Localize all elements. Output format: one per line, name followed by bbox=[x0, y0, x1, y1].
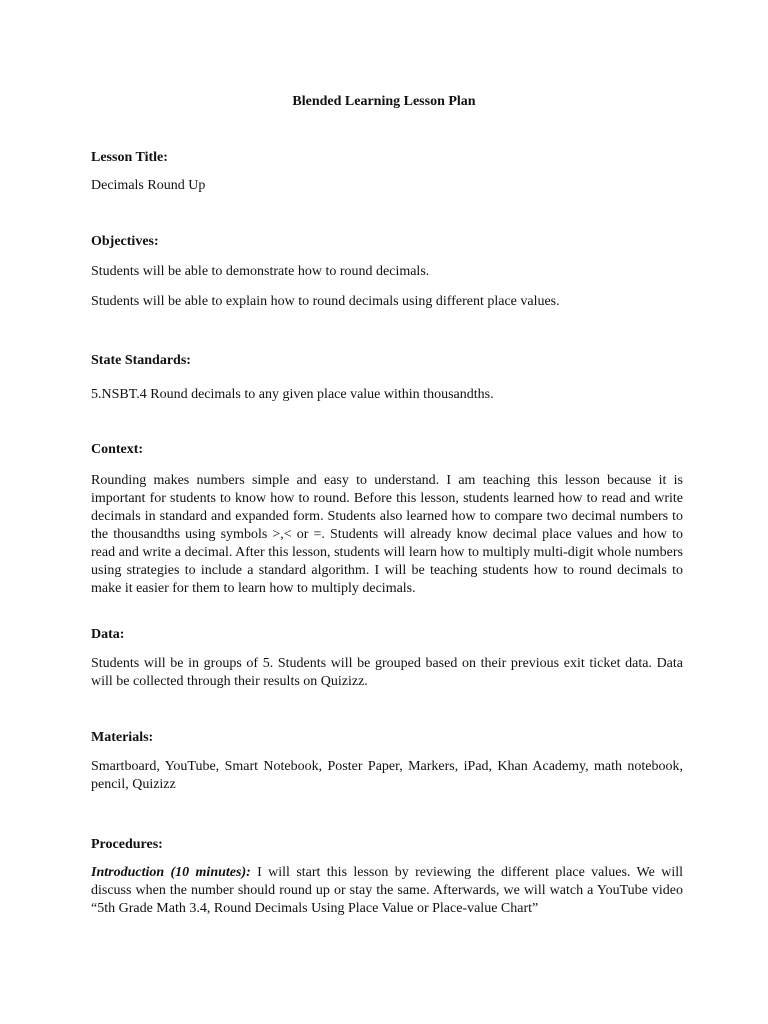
materials-text: Smartboard, YouTube, Smart Notebook, Poster Paper, Markers, iPad, Khan Academy, math notebook, pencil, Quizizz bbox=[91, 759, 683, 792]
state-standards-text: 5.NSBT.4 Round decimals to any given place value within thousandths. bbox=[91, 387, 494, 402]
lesson-title-text: Decimals Round Up bbox=[91, 178, 206, 193]
procedures-heading: Procedures: bbox=[91, 837, 163, 852]
objectives-heading: Objectives: bbox=[91, 234, 159, 249]
context-heading: Context: bbox=[91, 442, 144, 457]
objective-item: Students will be able to demonstrate how to round decimals. bbox=[91, 264, 430, 279]
data-text: Students will be in groups of 5. Students will be grouped based on their previous exit ticket data. Data will be collected through their results on Quizizz. bbox=[91, 656, 683, 689]
context-text: Rounding makes numbers simple and easy to understand. I am teaching this lesson because it is important for students to know how to round. Before this lesson, students learned how to read and write decimals in standard and expanded form. Students also learned how to compare two decimal numbers to the thousandths using symbols >,< or =. Students will already know decimal place values and how to read and write a decimal. After this lesson, students will learn how to multiply multi-digit whole numbers using strategies to include a standard algorithm. I will be teaching students how to round decimals to make it easier for them to learn how to multiply decimals. bbox=[91, 473, 683, 596]
state-standards-heading: State Standards: bbox=[91, 353, 191, 368]
materials-heading: Materials: bbox=[91, 730, 154, 745]
introduction-label: Introduction (10 minutes): bbox=[91, 865, 251, 880]
introduction-text: I will start this lesson by reviewing the different place values. We will discuss when the number should round up or stay the same. Afterwards, we will watch a YouTube video “5th Grade Math 3.4, Round Decimals Using Place Value or Place-value Chart” bbox=[91, 865, 683, 916]
introduction-paragraph bbox=[91, 864, 683, 918]
document-title: Blended Learning Lesson Plan bbox=[292, 94, 476, 109]
objective-item: Students will be able to explain how to round decimals using different place values. bbox=[91, 294, 560, 309]
data-heading: Data: bbox=[91, 627, 125, 642]
lesson-title-heading: Lesson Title: bbox=[91, 150, 168, 165]
